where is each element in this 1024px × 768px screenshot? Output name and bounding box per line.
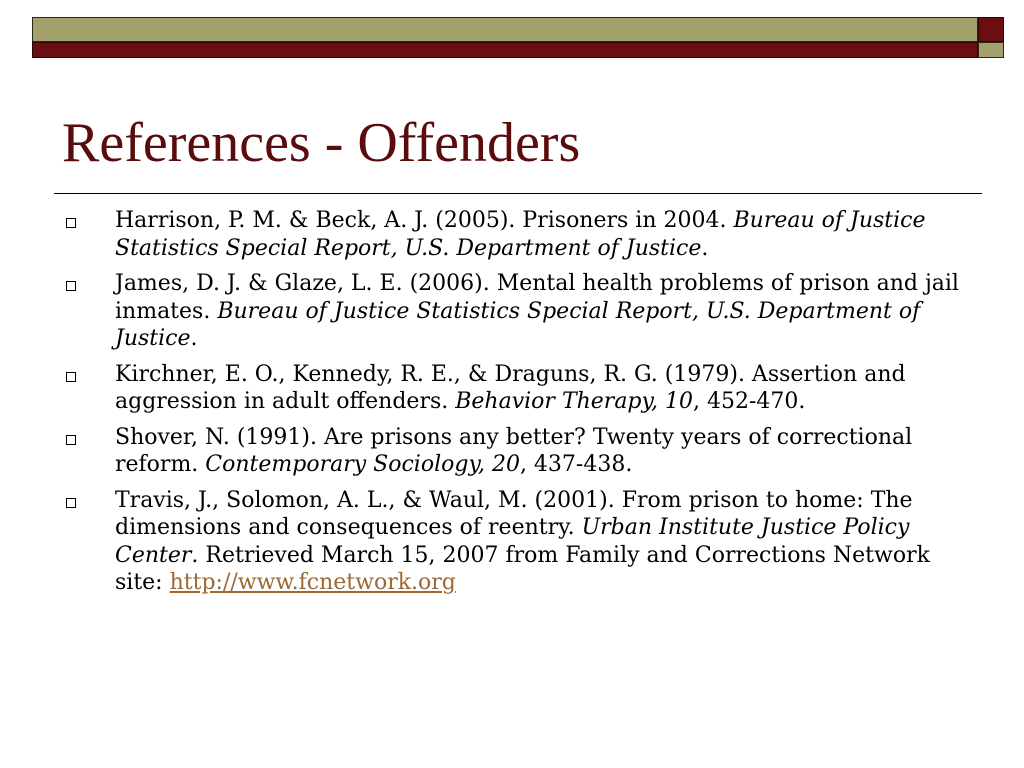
reference-text: James, D. J. & Glaze, L. E. (2006). Mental health problems of prison and jail inmates. <box>115 271 959 324</box>
square-bullet-icon <box>66 372 76 382</box>
square-bullet-icon <box>66 218 76 228</box>
reference-source: Urban Institute Justice Policy Center <box>115 515 910 568</box>
reference-tail: . Retrieved March 15, 2007 from Family and Corrections Network site: <box>115 542 930 595</box>
square-bullet-icon <box>66 498 76 508</box>
header-corner-maroon <box>978 17 1004 42</box>
header-band-maroon <box>32 42 978 58</box>
square-bullet-icon <box>66 435 76 445</box>
reference-list <box>66 207 966 605</box>
reference-text: Shover, N. (1991). Are prisons any better? Twenty years of correctional reform. <box>115 424 913 477</box>
reference-source: Bureau of Justice Statistics Special Report, U.S. Department of Justice <box>115 298 921 351</box>
reference-tail: . <box>701 235 709 261</box>
header-band-olive <box>32 17 978 42</box>
square-bullet-icon <box>66 281 76 291</box>
reference-source: Contemporary Sociology, 20 <box>205 452 520 477</box>
reference-item <box>66 361 966 416</box>
reference-tail: , 452-470. <box>693 389 806 414</box>
reference-source: Bureau of Justice Statistics Special Report, U.S. Department of Justice <box>115 208 926 261</box>
fcnetwork-link[interactable]: http://www.fcnetwork.org <box>169 570 456 595</box>
reference-item <box>66 487 966 597</box>
slide-title: References - Offenders <box>62 112 581 174</box>
title-divider <box>54 193 982 194</box>
reference-item <box>66 207 966 262</box>
reference-item <box>66 270 966 353</box>
reference-tail: . <box>190 326 198 351</box>
header-corner-olive <box>978 42 1004 58</box>
reference-text: Travis, J., Solomon, A. L., & Waul, M. (2001). From prison to home: The dimensions and consequences of reentry. <box>115 487 913 540</box>
reference-tail: , 437-438. <box>519 452 633 477</box>
reference-text: Kirchner, E. O., Kennedy, R. E., & Draguns, R. G. (1979). Assertion and aggression in adult offenders. <box>115 361 906 414</box>
reference-text: Harrison, P. M. & Beck, A. J. (2005). Prisoners in 2004. <box>115 208 734 233</box>
reference-item <box>66 424 966 479</box>
reference-source: Behavior Therapy, 10 <box>455 389 694 414</box>
